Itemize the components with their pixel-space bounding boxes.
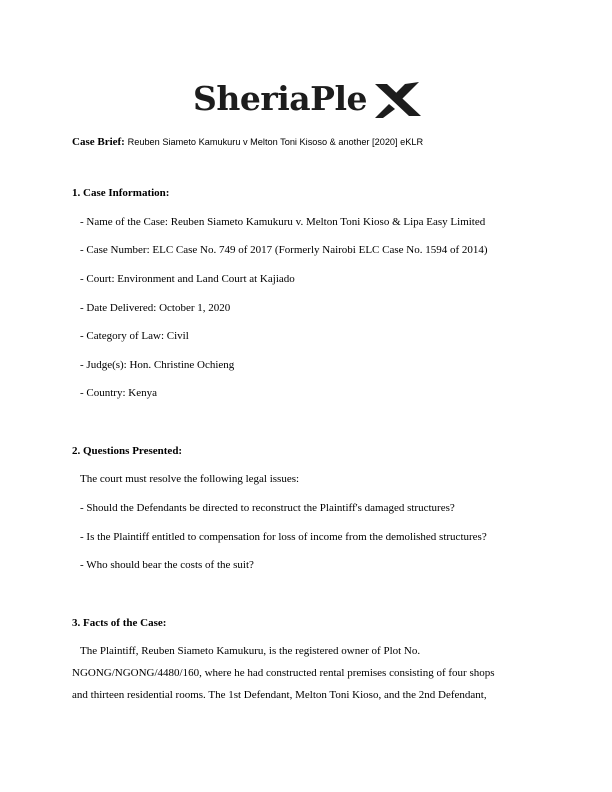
questions-intro: The court must resolve the following legal issues:	[80, 473, 300, 485]
section-heading-case-information: 1. Case Information:	[72, 187, 170, 199]
logo-wordmark: SheriaPle	[193, 79, 367, 118]
sheriaplex-logo	[193, 74, 423, 124]
case-brief-label: Case Brief:	[72, 136, 125, 148]
case-info-category: - Category of Law: Civil	[80, 330, 189, 342]
question-item: - Who should bear the costs of the suit?	[80, 559, 254, 571]
case-brief-title: Reuben Siameto Kamukuru v Melton Toni Kisoso & another [2020] eKLR	[127, 137, 424, 147]
case-info-court: - Court: Environment and Land Court at Kajiado	[80, 273, 295, 285]
question-item: - Should the Defendants be directed to reconstruct the Plaintiff's damaged structures?	[80, 502, 455, 514]
case-info-name: - Name of the Case: Reuben Siameto Kamukuru v. Melton Toni Kioso & Lipa Easy Limited	[80, 216, 486, 228]
case-info-country: - Country: Kenya	[80, 387, 157, 399]
case-info-judges: - Judge(s): Hon. Christine Ochieng	[80, 359, 235, 371]
section-heading-facts: 3. Facts of the Case:	[72, 617, 167, 629]
logo-x-mark-icon	[375, 82, 421, 118]
question-item: - Is the Plaintiff entitled to compensation for loss of income from the demolished structures?	[80, 531, 487, 543]
facts-paragraph-line: and thirteen residential rooms. The 1st Defendant, Melton Toni Kioso, and the 2nd Defendant,	[72, 689, 487, 701]
case-brief-line	[72, 136, 423, 148]
section-heading-questions-presented: 2. Questions Presented:	[72, 445, 183, 457]
facts-paragraph-line: NGONG/NGONG/4480/160, where he had constructed rental premises consisting of four shops	[72, 667, 495, 679]
case-info-number: - Case Number: ELC Case No. 749 of 2017 (Formerly Nairobi ELC Case No. 1594 of 2014)	[80, 244, 488, 256]
case-info-date: - Date Delivered: October 1, 2020	[80, 302, 231, 314]
facts-paragraph-line: The Plaintiff, Reuben Siameto Kamukuru, is the registered owner of Plot No.	[80, 645, 421, 657]
